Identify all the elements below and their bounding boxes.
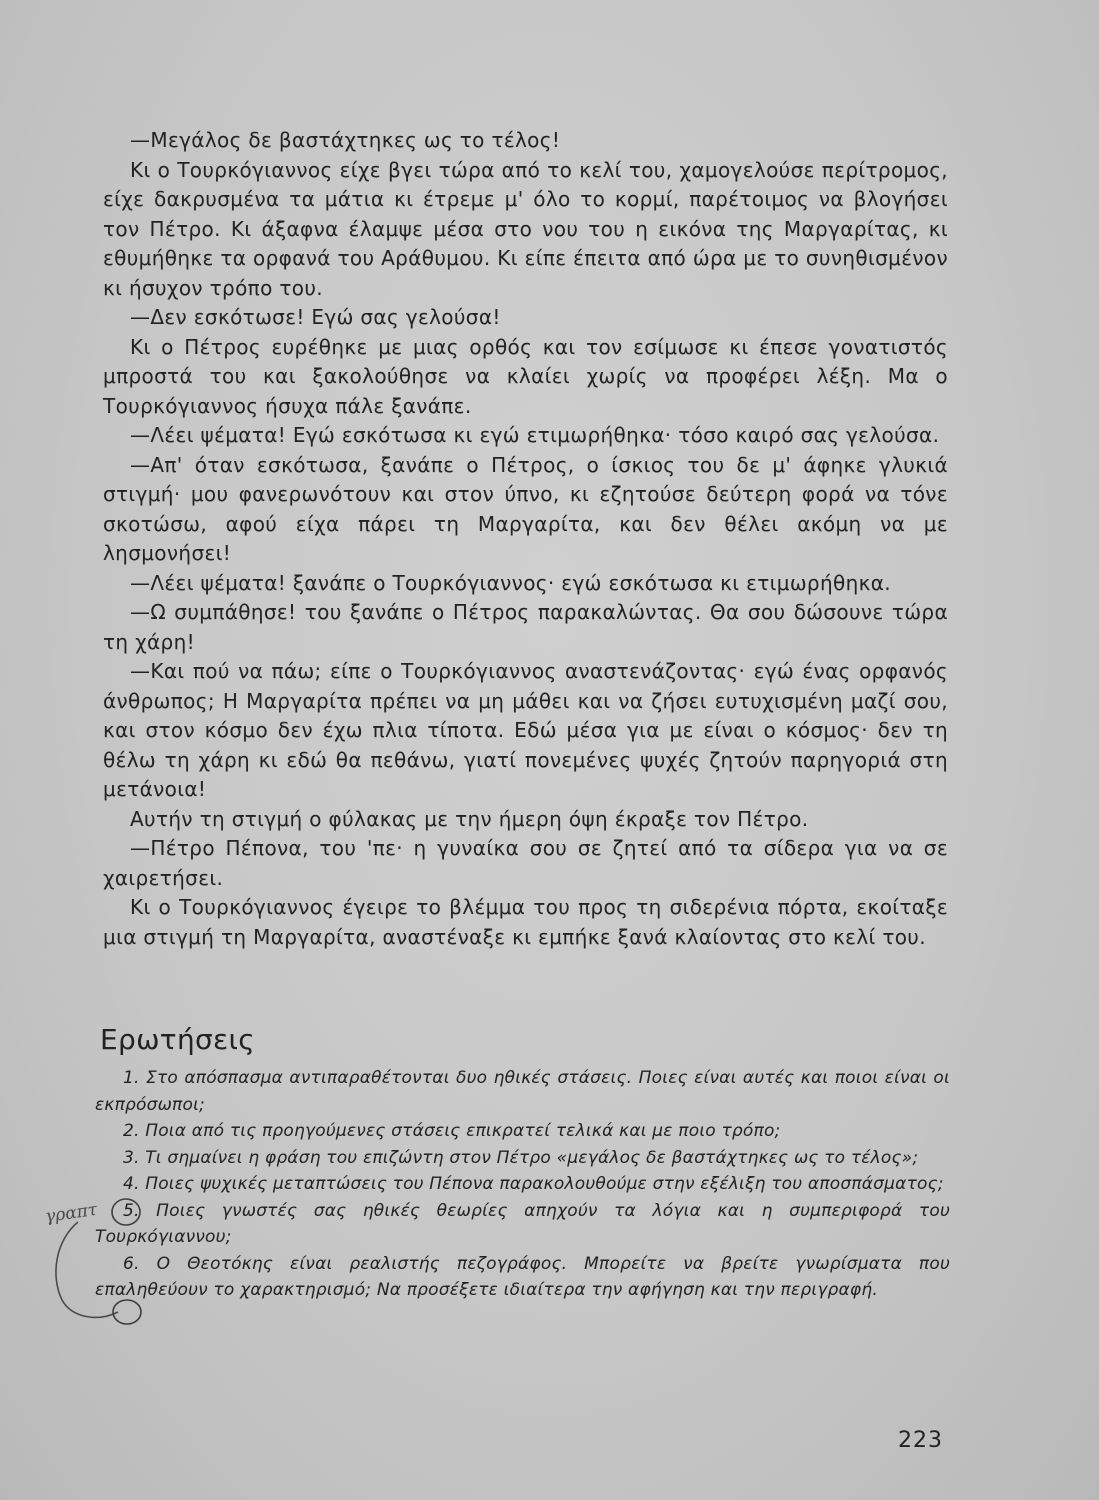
handwritten-note: γραπτ xyxy=(43,1199,99,1227)
question-item: 6. Ο Θεοτόκης είναι ρεαλιστής πεζογράφος. Μπορείτε να βρείτε γνωρίσματα που επαληθεύουν το χαρακτηρισμό; Να προσέξετε ιδιαίτερα την αφήγηση και την περιγραφή. xyxy=(95,1253,950,1300)
circle-mark-6 xyxy=(113,1300,141,1324)
questions-list xyxy=(95,1065,950,1304)
questions-heading: Ερωτήσεις xyxy=(100,1023,256,1056)
paragraph: —Μεγάλος δε βαστάχτηκες ως το τέλος! xyxy=(130,128,561,152)
paragraph: —Λέει ψέματα! ξανάπε ο Τουρκόγιαννος· εγώ εσκότωσα κι ετιμωρήθηκα. xyxy=(130,570,891,595)
question-item: 3. Τι σημαίνει η φράση του επιζώντη στον Πέτρο «μεγάλος δε βαστάχτηκες ως το τέλος»; xyxy=(123,1147,919,1168)
paragraph: Αυτήν τη στιγμή ο φύλακας με την ήμερη όψη έκραξε τον Πέτρο. xyxy=(130,806,809,831)
paragraph: Κι ο Πέτρος ευρέθηκε με μιας ορθός και τον εσίμωσε κι έπεσε γονατιστός μπροστά του και ξακολούθησε να κλαίει χωρίς να προφέρει λέξη. Μα ο Τουρκόγιαννος ήσυχα πάλε ξανάπε. xyxy=(103,334,948,418)
question-item: 1. Στο απόσπασμα αντιπαραθέτονται δυο ηθικές στάσεις. Ποιες είναι αυτές και ποιοι είναι οι εκπρόσωποι; xyxy=(95,1068,950,1115)
paragraph: —Πέτρο Πέπονα, του 'πε· η γυναίκα σου σε ζητεί από τα σίδερα για να σε χαιρετήσει. xyxy=(103,836,948,890)
question-item: 2. Ποια από τις προηγούμενες στάσεις επικρατεί τελικά και με ποιο τρόπο; xyxy=(123,1121,781,1141)
paragraph: —Δεν εσκότωσε! Εγώ σας γελούσα! xyxy=(130,305,501,329)
paragraph: —Ω συμπάθησε! του ξανάπε ο Πέτρος παρακαλώντας. Θα σου δώσουνε τώρα τη χάρη! xyxy=(103,600,948,654)
paragraph: —Απ' όταν εσκότωσα, ξανάπε ο Πέτρος, ο ίσκιος του δε μ' άφηκε γλυκιά στιγμή· μου φανερωνότουν και στον ύπνο, κι εζητούσε δεύτερη φορά να τόνε σκοτώσω, αφού είχα πάρει τη Μαργαρίτα, και δεν θέλει ακόμη να με λησμονήσει! xyxy=(103,452,948,565)
paragraph: —Και πού να πάω; είπε ο Τουρκόγιαννος αναστενάζοντας· εγώ ένας ορφανός άνθρωπος; Η Μαργαρίτα πρέπει να μη μάθει και να ζήσει ευτυχισμένη μαζί σου, και στον κόσμο δεν έχω πλια τίποτα. Εδώ μέσα για με είναι ο κόσμος· δεν τη θέλω τη χάρη κι εδώ θα πεθάνω, γιατί πονεμένες ψυχές ζητούν παρηγοριά στη μετάνοια! xyxy=(103,659,948,801)
page-number: 223 xyxy=(898,1428,943,1453)
paragraph: Κι ο Τουρκόγιαννος έγειρε το βλέμμα του προς τη σιδερένια πόρτα, εκοίταξε μια στιγμή τη Μαργαρίτα, αναστέναξε κι εμπήκε ξανά κλαίοντας στο κελί του. xyxy=(103,895,948,949)
paragraph: Κι ο Τουρκόγιαννος είχε βγει τώρα από το κελί του, χαμογελούσε περίτρομος, είχε δακρυσμένα τα μάτια κι έτρεμε μ' όλο το κορμί, παρέτοιμος να βλογήσει τον Πέτρο. Κι άξαφνα έλαμψε μέσα στο νου του η εικόνα της Μαργαρίτας, κι εθυμήθηκε τα ορφανά του Αράθυμου. Κι είπε έπειτα από ώρα με το συνηθισμένον κι ήσυχον τρόπο του. xyxy=(103,157,948,300)
body-text xyxy=(103,126,948,952)
paragraph: —Λέει ψέματα! Εγώ εσκότωσα κι εγώ ετιμωρήθηκα· τόσο καιρό σας γελούσα. xyxy=(130,423,940,447)
question-item: 4. Ποιες ψυχικές μεταπτώσεις του Πέπονα παρακολουθούμε στην εξέλιξη του αποσπάσματος; xyxy=(123,1174,944,1194)
question-item: 5. Ποιες γνωστές σας ηθικές θεωρίες απηχούν τα λόγια και η συμπεριφορά του Τουρκόγιαννου; xyxy=(95,1200,950,1247)
